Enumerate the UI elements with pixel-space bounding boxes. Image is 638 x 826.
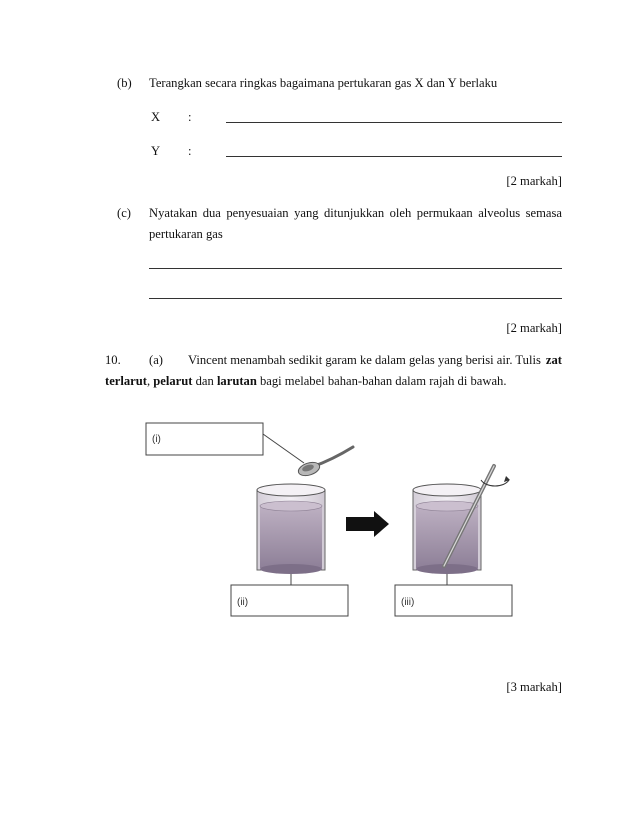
answer-row-x-colon: : (188, 110, 192, 124)
q10-line1-text: Vincent menambah sedikit garam ke dalam gelas yang berisi air. Tulis (188, 353, 541, 367)
part-c-question-line1: Nyatakan dua penyesuaian yang ditunjukkan oleh permukaan alveolus semasa (149, 206, 562, 220)
label-box-ii[interactable] (231, 585, 348, 616)
beaker-water-icon (257, 484, 325, 574)
label-box-ii-text: (ii) (237, 597, 249, 608)
term-zat-terlarut: terlarut (105, 374, 147, 388)
part-b-question: Terangkan secara ringkas bagaimana pertukaran gas X dan Y berlaku (149, 76, 498, 90)
answer-row-x-key: X (151, 110, 161, 124)
label-box-iii[interactable] (395, 585, 512, 616)
term-pelarut: pelarut (153, 374, 193, 388)
label-box-i[interactable] (146, 423, 263, 455)
q10-line1-bold: zat (545, 353, 562, 367)
part-c-marks: [2 markah] (506, 321, 562, 335)
part-b-label: (b) (117, 76, 132, 90)
part-b-marks: [2 markah] (506, 174, 562, 188)
q10-line2-rest: bagi melabel bahan-bahan dalam rajah di bawah. (256, 374, 507, 388)
label-box-i-text: (i) (152, 434, 161, 445)
part-c-label: (c) (117, 206, 131, 220)
spoon-icon (297, 447, 353, 478)
q10-number: 10. (105, 353, 121, 367)
answer-row-y-colon: : (188, 144, 192, 158)
q10-marks: [3 markah] (506, 680, 562, 694)
q10-line2-sep2: dan (192, 374, 217, 388)
q10-sub-label: (a) (149, 353, 163, 367)
part-c-question-line2: pertukaran gas (149, 227, 223, 241)
answer-row-y-key: Y (151, 144, 161, 158)
q10-line2-sep1: , (146, 374, 154, 388)
right-arrow-icon (346, 511, 389, 537)
label-box-iii-text: (iii) (401, 597, 415, 608)
pointer-line-i (263, 434, 304, 463)
term-larutan: larutan (216, 374, 257, 388)
